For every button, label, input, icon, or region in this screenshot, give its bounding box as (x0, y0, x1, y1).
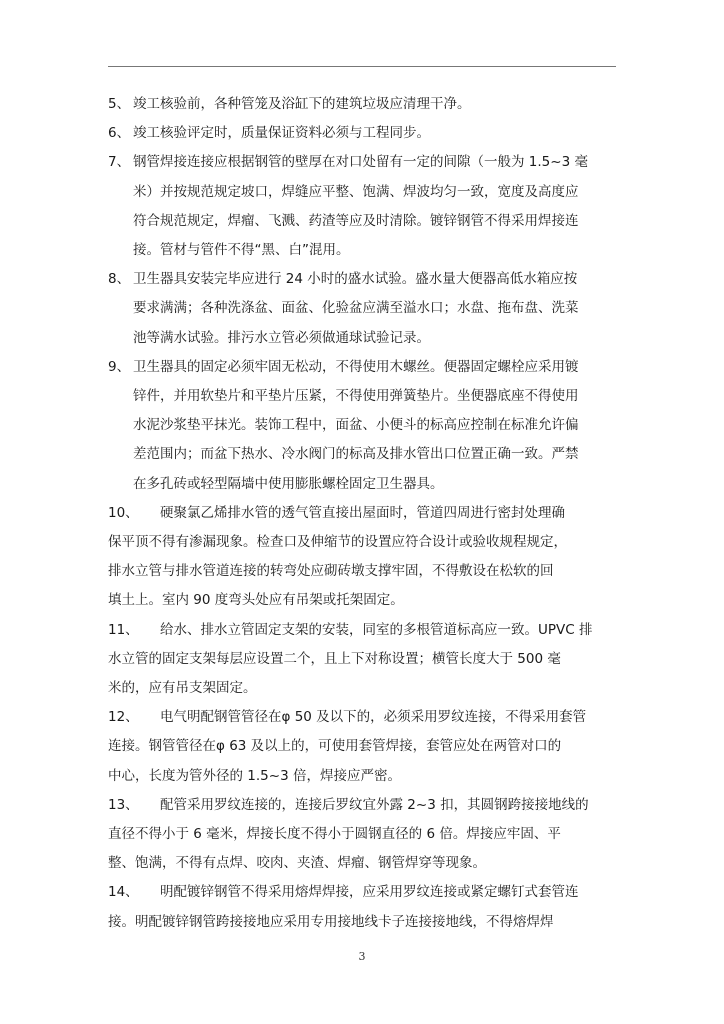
list-item (108, 265, 616, 353)
text-line: 中心，长度为管外径的 1.5~3 倍，焊接应严密。 (108, 767, 401, 784)
text-line: 卫生器具安装完毕应进行 24 小时的盛水试验。盛水量大便器高低水箱应按 (133, 271, 578, 288)
list-item (108, 791, 616, 879)
list-item (108, 148, 616, 265)
text-line: 电气明配钢管管径在φ 50 及以下的，必须采用罗纹连接，不得采用套管 (160, 709, 587, 726)
item-number: 9、 (108, 358, 131, 375)
item-number: 5、 (108, 96, 131, 112)
text-line: 竣工核验前，各种管笼及浴缸下的建筑垃圾应清理干净。 (133, 96, 471, 112)
text-line: 池等满水试验。排污水立管必须做通球试验记录。 (133, 329, 430, 346)
text-line: 锌件，并用软垫片和平垫片压紧，不得使用弹簧垫片。坐便器底座不得使用 (133, 388, 579, 405)
text-line: 配管采用罗纹连接的，连接后罗纹宜外露 2~3 扣，其圆钢跨接接地线的 (160, 796, 589, 813)
item-number: 11、 (108, 621, 139, 638)
item-number: 7、 (108, 154, 131, 171)
text-line: 整、饱满，不得有点焊、咬肉、夹渣、焊瘤、钢管焊穿等现象。 (108, 855, 486, 872)
text-line: 给水、排水立管固定支架的安装，同室的多根管道标高应一致。UPVC 排 (160, 621, 593, 638)
text-line: 在多孔砖或轻型隔墙中使用膨胀螺栓固定卫生器具。 (133, 475, 444, 492)
text-line: 米的，应有吊支架固定。 (108, 680, 257, 697)
list-item (108, 353, 616, 499)
item-number: 13、 (108, 796, 139, 813)
text-line: 卫生器具的固定必须牢固无松动，不得使用木螺丝。便器固定螺栓应采用镀 (133, 358, 579, 375)
list-item (108, 703, 616, 791)
text-line: 连接。钢管管径在φ 63 及以上的，可使用套管焊接，套管应处在两管对口的 (108, 738, 562, 755)
text-line: 保平顶不得有渗漏现象。检查口及伸缩节的设置应符合设计或验收规程规定， (108, 534, 567, 551)
text-line: 水泥沙浆垫平抹光。装饰工程中，面盆、小便斗的标高应控制在标准允许偏 (133, 417, 579, 434)
text-line: 符合规范规定，焊瘤、飞溅、药渣等应及时清除。镀锌钢管不得采用焊接连 (133, 212, 579, 229)
text-line: 接。管材与管件不得“黑、白”混用。 (133, 242, 350, 259)
item-number: 6、 (108, 125, 131, 142)
text-line: 水立管的固定支架每层应设置二个，且上下对称设置；横管长度大于 500 毫 (108, 650, 561, 667)
text-line: 钢管焊接连接应根据钢管的壁厚在对口处留有一定的间隙（一般为 1.5~3 毫 (133, 154, 588, 171)
text-line: 直径不得小于 6 毫米，焊接长度不得小于圆钢直径的 6 倍。焊接应牢固、平 (108, 826, 561, 843)
text-line: 硬聚氯乙烯排水管的透气管直接出屋面时，管道四周进行密封处理确 (160, 504, 565, 521)
text-line: 排水立管与排水管道连接的转弯处应砌砖墩支撑牢固，不得敷设在松软的回 (108, 563, 554, 580)
item-number: 8、 (108, 271, 131, 288)
text-line: 接。明配镀锌钢管跨接接地应采用专用接地线卡子连接接地线，不得熔焊焊 (108, 913, 554, 930)
list-item (108, 616, 616, 704)
item-number: 10、 (108, 504, 139, 521)
list-item (108, 878, 616, 936)
text-line: 填土上。室内 90 度弯头处应有吊架或托架固定。 (108, 592, 404, 609)
list-item (108, 90, 616, 119)
text-line: 米）并按规范规定坡口，焊缝应平整、饱满、焊波均匀一致，宽度及高度应 (133, 183, 579, 200)
item-number: 12、 (108, 709, 139, 726)
text-line: 差范围内；而盆下热水、冷水阀门的标高及排水管出口位置正确一致。严禁 (133, 446, 579, 463)
list-item (108, 119, 616, 148)
body-text (108, 90, 616, 937)
item-number: 14、 (108, 884, 139, 901)
header-rule (108, 66, 616, 67)
page-number: 3 (358, 950, 366, 963)
list-item (108, 499, 616, 616)
text-line: 明配镀锌钢管不得采用熔焊焊接，应采用罗纹连接或紧定螺钉式套管连 (160, 884, 579, 901)
text-line: 竣工核验评定时，质量保证资料必须与工程同步。 (133, 125, 430, 142)
text-line: 要求满满；各种洗涤盆、面盆、化验盆应满至溢水口；水盘、拖布盘、洗菜 (133, 300, 579, 317)
